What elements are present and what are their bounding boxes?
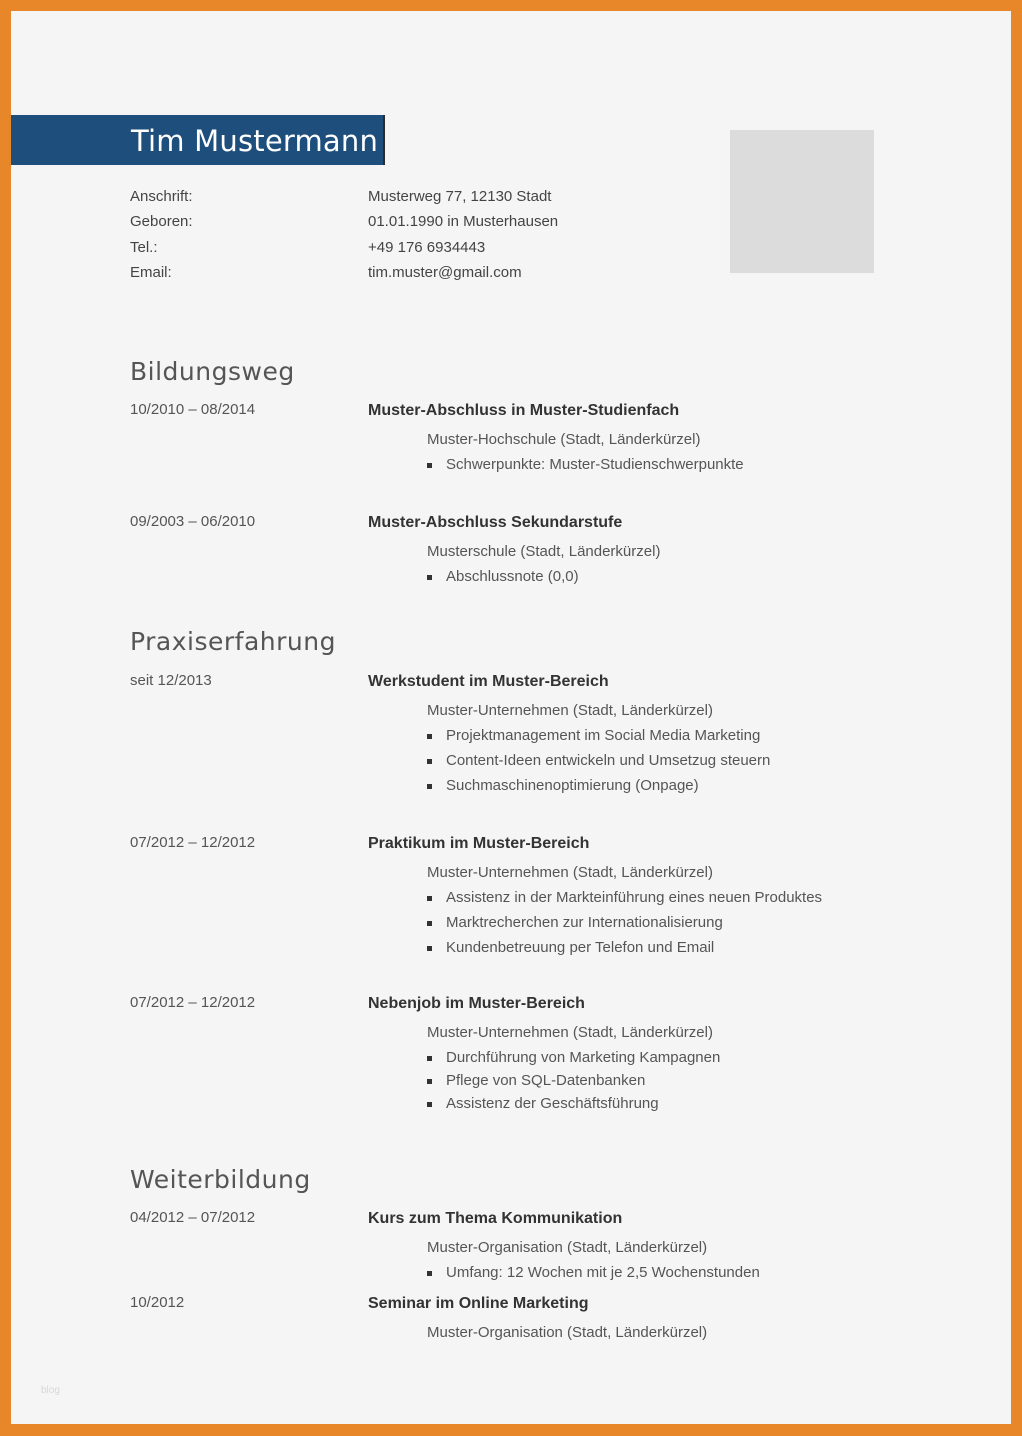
entry-title: Praktikum im Muster-Bereich xyxy=(368,835,590,852)
bullet-item: Pflege von SQL-Datenbanken xyxy=(427,1071,988,1094)
bullet-icon xyxy=(427,946,432,951)
contact-label: Anschrift: xyxy=(130,188,193,205)
entry-organization: Muster-Unternehmen (Stadt, Länderkürzel) xyxy=(427,1024,713,1041)
entry-organization: Muster-Unternehmen (Stadt, Länderkürzel) xyxy=(427,864,713,881)
bullet-item: Marktrecherchen zur Internationalisierung xyxy=(427,913,988,938)
entry-date: 10/2012 xyxy=(130,1294,185,1311)
contact-label: Tel.: xyxy=(130,239,158,256)
contact-value: +49 176 6934443 xyxy=(368,239,486,256)
section-title-training: Weiterbildung xyxy=(130,1165,311,1194)
bullet-item: Assistenz in der Markteinführung eines neuen Produktes xyxy=(427,888,988,913)
bullet-item: Content-Ideen entwickeln und Umsetzug steuern xyxy=(427,751,988,776)
entry-organization: Muster-Hochschule (Stadt, Länderkürzel) xyxy=(427,431,701,448)
bullet-item: Schwerpunkte: Muster-Studienschwerpunkte xyxy=(427,455,988,480)
section-title-experience: Praxiserfahrung xyxy=(130,627,336,656)
entry-title: Nebenjob im Muster-Bereich xyxy=(368,995,585,1012)
contact-row-address xyxy=(130,188,730,208)
bullet-item: Durchführung von Marketing Kampagnen xyxy=(427,1048,988,1071)
section-title-education: Bildungsweg xyxy=(130,357,295,386)
entry-bullets xyxy=(368,888,988,963)
bullet-icon xyxy=(427,896,432,901)
bullet-icon xyxy=(427,1102,432,1107)
entry-date: 07/2012 – 12/2012 xyxy=(130,994,256,1011)
entry-bullets xyxy=(368,1048,988,1117)
bullet-icon xyxy=(427,1079,432,1084)
contact-row-email xyxy=(130,264,730,284)
contact-value: tim.muster@gmail.com xyxy=(368,264,522,281)
name-banner xyxy=(11,115,385,165)
bullet-item: Kundenbetreuung per Telefon und Email xyxy=(427,938,988,963)
entry-title: Seminar im Online Marketing xyxy=(368,1295,589,1312)
entry-date: seit 12/2013 xyxy=(130,672,212,689)
entry-title: Kurs zum Thema Kommunikation xyxy=(368,1210,623,1227)
entry-organization: Muster-Organisation (Stadt, Länderkürzel) xyxy=(427,1324,708,1341)
bullet-item: Projektmanagement im Social Media Marketing xyxy=(427,726,988,751)
bullet-item: Abschlussnote (0,0) xyxy=(427,567,988,592)
contact-label: Geboren: xyxy=(130,213,193,230)
bullet-item: Suchmaschinenoptimierung (Onpage) xyxy=(427,776,988,801)
watermark-text: blog xyxy=(41,1385,60,1396)
contact-row-phone xyxy=(130,239,730,259)
resume-page xyxy=(11,11,1011,1424)
entry-date: 10/2010 – 08/2014 xyxy=(130,401,256,418)
bullet-item: Umfang: 12 Wochen mit je 2,5 Wochenstunden xyxy=(427,1263,988,1288)
contact-value: 01.01.1990 in Musterhausen xyxy=(368,213,559,230)
bullet-item: Assistenz der Geschäftsführung xyxy=(427,1094,988,1117)
bullet-icon xyxy=(427,1271,432,1276)
entry-organization: Muster-Unternehmen (Stadt, Länderkürzel) xyxy=(427,702,713,719)
bullet-icon xyxy=(427,921,432,926)
entry-bullets xyxy=(368,726,988,801)
bullet-icon xyxy=(427,759,432,764)
contact-label: Email: xyxy=(130,264,172,281)
bullet-icon xyxy=(427,734,432,739)
bullet-icon xyxy=(427,463,432,468)
entry-title: Werkstudent im Muster-Bereich xyxy=(368,673,609,690)
entry-bullets xyxy=(368,1263,988,1288)
contact-value: Musterweg 77, 12130 Stadt xyxy=(368,188,552,205)
bullet-icon xyxy=(427,575,432,580)
contact-row-birth xyxy=(130,213,730,233)
photo-placeholder xyxy=(730,130,874,273)
bullet-icon xyxy=(427,1056,432,1061)
entry-date: 04/2012 – 07/2012 xyxy=(130,1209,256,1226)
entry-date: 07/2012 – 12/2012 xyxy=(130,834,256,851)
entry-date: 09/2003 – 06/2010 xyxy=(130,513,256,530)
entry-title: Muster-Abschluss Sekundarstufe xyxy=(368,514,623,531)
entry-organization: Musterschule (Stadt, Länderkürzel) xyxy=(427,543,661,560)
entry-title: Muster-Abschluss in Muster-Studienfach xyxy=(368,402,680,419)
entry-bullets xyxy=(368,567,988,592)
entry-bullets xyxy=(368,455,988,480)
candidate-name: Tim Mustermann xyxy=(131,124,379,158)
bullet-icon xyxy=(427,784,432,789)
entry-organization: Muster-Organisation (Stadt, Länderkürzel) xyxy=(427,1239,708,1256)
